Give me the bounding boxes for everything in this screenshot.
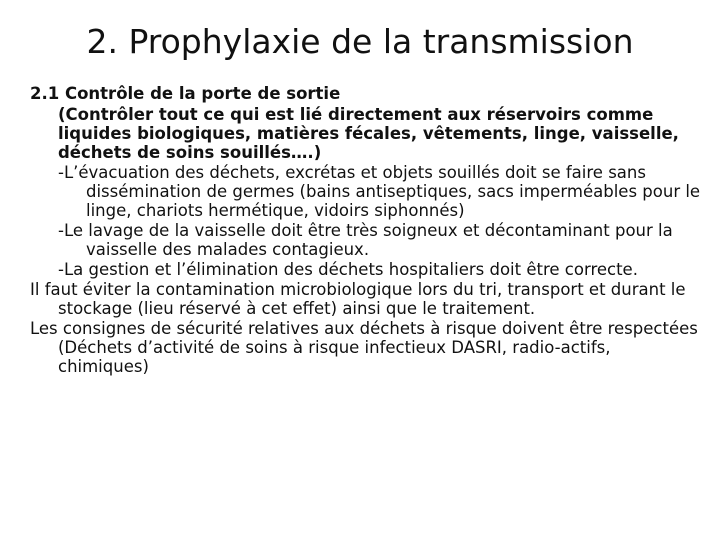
paragraph-gestion-text: -La gestion et l’élimination des déchets hospitaliers doit être correcte. <box>58 260 638 279</box>
paragraph-reservoirs-text: (Contrôler tout ce qui est lié directement aux réservoirs comme liquides biologiques, matières fécales, vêtements, linge, vaisselle, déchets de soins souillés….) <box>58 105 679 162</box>
slide-title: 2. Prophylaxie de la transmission <box>86 22 634 61</box>
paragraph-lavage <box>30 221 702 259</box>
paragraph-contamination <box>30 280 702 318</box>
paragraph-gestion <box>30 260 702 279</box>
paragraph-reservoirs <box>30 105 702 162</box>
paragraph-lavage-text: -Le lavage de la vaisselle doit être très soigneux et décontaminant pour la vaisselle des malades contagieux. <box>58 221 673 259</box>
section-heading: 2.1 Contrôle de la porte de sortie <box>30 84 341 103</box>
paragraph-contamination-text: Il faut éviter la contamination microbiologique lors du tri, transport et durant le stockage (lieu réservé à cet effet) ainsi que le traitement. <box>30 280 686 318</box>
slide-body <box>30 84 702 377</box>
paragraph-evacuation <box>30 163 702 220</box>
paragraph-consignes <box>30 319 702 376</box>
paragraph-consignes-text: Les consignes de sécurité relatives aux déchets à risque doivent être respectées (Déchets d’activité de soins à risque infectieux DASRI, radio-actifs, chimiques) <box>30 319 698 376</box>
paragraph-evacuation-text: -L’évacuation des déchets, excrétas et objets souillés doit se faire sans dissémination de germes (bains antiseptiques, sacs imperméables pour le linge, chariots hermétique, vidoirs siphonnés) <box>58 163 701 220</box>
